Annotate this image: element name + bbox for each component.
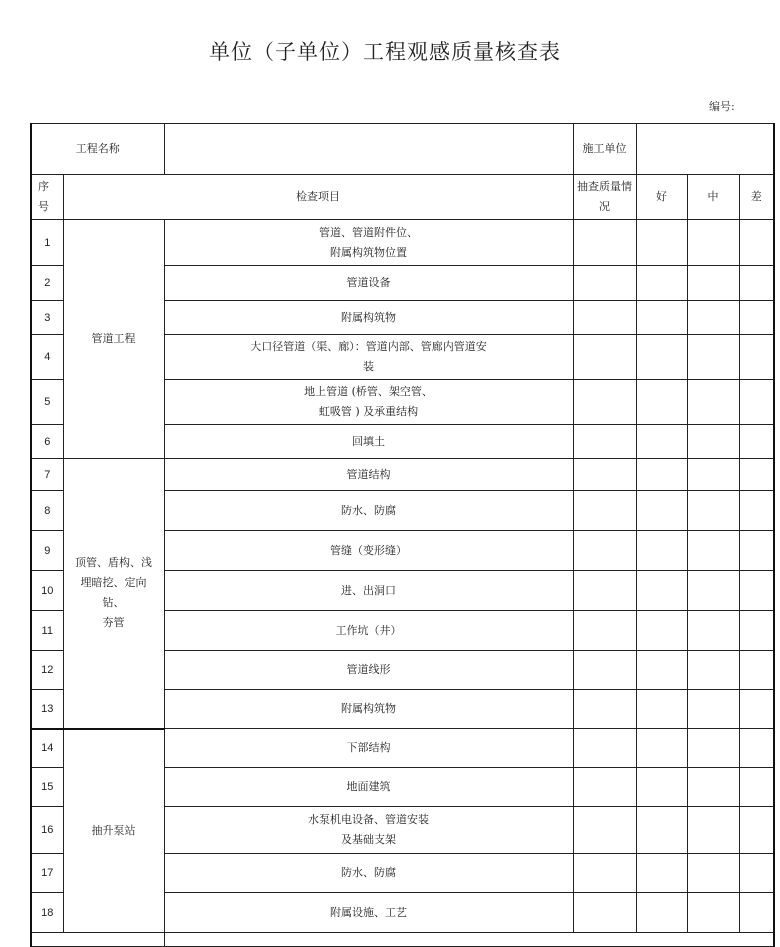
good-cell[interactable] xyxy=(636,611,687,651)
poor-cell[interactable] xyxy=(739,893,774,933)
row-number: 1 xyxy=(31,220,63,266)
row-number: 8 xyxy=(31,491,63,531)
good-cell[interactable] xyxy=(636,491,687,531)
good-cell[interactable] xyxy=(636,425,687,459)
poor-cell[interactable] xyxy=(739,611,774,651)
medium-cell[interactable] xyxy=(687,729,739,768)
medium-cell[interactable] xyxy=(687,611,739,651)
medium-cell[interactable] xyxy=(687,335,739,380)
medium-cell[interactable] xyxy=(687,807,739,854)
check-item: 防水、防腐 xyxy=(164,491,573,531)
sampling-cell[interactable] xyxy=(573,491,636,531)
check-item: 附属构筑物 xyxy=(164,690,573,729)
row-number: 13 xyxy=(31,690,63,729)
info-row xyxy=(31,124,774,175)
poor-cell[interactable] xyxy=(739,266,774,301)
good-cell[interactable] xyxy=(636,854,687,893)
medium-cell[interactable] xyxy=(687,690,739,729)
poor-cell[interactable] xyxy=(739,651,774,690)
doc-number-label: 编号: xyxy=(709,100,735,113)
sampling-cell[interactable] xyxy=(573,266,636,301)
poor-cell[interactable] xyxy=(739,571,774,611)
check-item: 水泵机电设备、管道安装 及基础支架 xyxy=(164,807,573,854)
medium-cell[interactable] xyxy=(687,266,739,301)
project-name-value[interactable] xyxy=(164,124,573,175)
header-item: 检查项目 xyxy=(63,175,573,220)
good-cell[interactable] xyxy=(636,459,687,491)
good-cell[interactable] xyxy=(636,690,687,729)
good-cell[interactable] xyxy=(636,301,687,335)
check-item: 下部结构 xyxy=(164,729,573,768)
medium-cell[interactable] xyxy=(687,425,739,459)
table-row xyxy=(31,729,774,768)
row-number: 16 xyxy=(31,807,63,854)
medium-cell[interactable] xyxy=(687,651,739,690)
sampling-cell[interactable] xyxy=(573,893,636,933)
poor-cell[interactable] xyxy=(739,380,774,425)
row-number: 6 xyxy=(31,425,63,459)
medium-cell[interactable] xyxy=(687,220,739,266)
row-number: 11 xyxy=(31,611,63,651)
sampling-cell[interactable] xyxy=(573,690,636,729)
poor-cell[interactable] xyxy=(739,459,774,491)
good-cell[interactable] xyxy=(636,729,687,768)
sampling-cell[interactable] xyxy=(573,220,636,266)
good-cell[interactable] xyxy=(636,380,687,425)
row-number: 10 xyxy=(31,571,63,611)
medium-cell[interactable] xyxy=(687,768,739,807)
construction-unit-label: 施工单位 xyxy=(573,124,636,175)
row-number: 9 xyxy=(31,531,63,571)
sampling-cell[interactable] xyxy=(573,768,636,807)
sampling-cell[interactable] xyxy=(573,459,636,491)
check-item: 进、出洞口 xyxy=(164,571,573,611)
sampling-cell[interactable] xyxy=(573,729,636,768)
row-number: 14 xyxy=(31,729,63,768)
sampling-cell[interactable] xyxy=(573,380,636,425)
check-item: 管道、管道附件位、 附属构筑物位置 xyxy=(164,220,573,266)
poor-cell[interactable] xyxy=(739,335,774,380)
group-pipeline: 管道工程 xyxy=(63,220,164,459)
poor-cell[interactable] xyxy=(739,807,774,854)
good-cell[interactable] xyxy=(636,335,687,380)
good-cell[interactable] xyxy=(636,266,687,301)
sampling-cell[interactable] xyxy=(573,425,636,459)
poor-cell[interactable] xyxy=(739,220,774,266)
good-cell[interactable] xyxy=(636,651,687,690)
sampling-cell[interactable] xyxy=(573,301,636,335)
row-number: 5 xyxy=(31,380,63,425)
poor-cell[interactable] xyxy=(739,690,774,729)
poor-cell[interactable] xyxy=(739,425,774,459)
header-row xyxy=(31,175,774,220)
medium-cell[interactable] xyxy=(687,459,739,491)
group-pump-station: 抽升泵站 xyxy=(63,729,164,933)
poor-cell[interactable] xyxy=(739,301,774,335)
check-item: 地上管道 (桥管、架空管、 虹吸管 ) 及承重结构 xyxy=(164,380,573,425)
row-number: 3 xyxy=(31,301,63,335)
group-pipe-jacking: 顶管、盾构、浅 埋暗挖、定向 钻、 夯管 xyxy=(63,459,164,729)
medium-cell[interactable] xyxy=(687,854,739,893)
check-item: 附属设施、工艺 xyxy=(164,893,573,933)
check-item: 地面建筑 xyxy=(164,768,573,807)
sampling-cell[interactable] xyxy=(573,651,636,690)
medium-cell[interactable] xyxy=(687,301,739,335)
medium-cell[interactable] xyxy=(687,380,739,425)
inspection-table xyxy=(30,123,775,947)
good-cell[interactable] xyxy=(636,768,687,807)
sampling-cell[interactable] xyxy=(573,531,636,571)
construction-unit-value[interactable] xyxy=(636,124,774,175)
header-seq: 序 号 xyxy=(31,175,63,220)
poor-cell[interactable] xyxy=(739,768,774,807)
good-cell[interactable] xyxy=(636,807,687,854)
poor-cell[interactable] xyxy=(739,729,774,768)
header-medium: 中 xyxy=(687,175,739,220)
check-item: 管缝（变形缝） xyxy=(164,531,573,571)
good-cell[interactable] xyxy=(636,531,687,571)
poor-cell[interactable] xyxy=(739,491,774,531)
row-number: 7 xyxy=(31,459,63,491)
row-number: 4 xyxy=(31,335,63,380)
medium-cell[interactable] xyxy=(687,571,739,611)
page-title: 单位（子单位）工程观感质量核查表 xyxy=(209,40,561,64)
check-item: 大口径管道（渠、廊）：管道内部、管廊内管道安 装 xyxy=(164,335,573,380)
check-item: 回填土 xyxy=(164,425,573,459)
medium-cell[interactable] xyxy=(687,531,739,571)
header-sampling: 抽查质量情况 xyxy=(573,175,636,220)
sampling-cell[interactable] xyxy=(573,335,636,380)
row-number: 18 xyxy=(31,893,63,933)
check-item: 防水、防腐 xyxy=(164,854,573,893)
sampling-cell[interactable] xyxy=(573,611,636,651)
sampling-cell[interactable] xyxy=(573,854,636,893)
check-item: 附属构筑物 xyxy=(164,301,573,335)
header-poor: 差 xyxy=(739,175,774,220)
check-item: 管道线形 xyxy=(164,651,573,690)
check-item: 管道设备 xyxy=(164,266,573,301)
good-cell[interactable] xyxy=(636,571,687,611)
medium-cell[interactable] xyxy=(687,491,739,531)
row-number: 17 xyxy=(31,854,63,893)
sampling-cell[interactable] xyxy=(573,807,636,854)
row-number: 15 xyxy=(31,768,63,807)
good-cell[interactable] xyxy=(636,893,687,933)
header-good: 好 xyxy=(636,175,687,220)
check-item: 管道结构 xyxy=(164,459,573,491)
table-row xyxy=(31,220,774,266)
poor-cell[interactable] xyxy=(739,854,774,893)
medium-cell[interactable] xyxy=(687,893,739,933)
row-number: 12 xyxy=(31,651,63,690)
sampling-cell[interactable] xyxy=(573,571,636,611)
row-number: 2 xyxy=(31,266,63,301)
poor-cell[interactable] xyxy=(739,531,774,571)
project-name-label: 工程名称 xyxy=(31,124,164,175)
table-row xyxy=(31,459,774,491)
check-item: 工作坑（井） xyxy=(164,611,573,651)
good-cell[interactable] xyxy=(636,220,687,266)
